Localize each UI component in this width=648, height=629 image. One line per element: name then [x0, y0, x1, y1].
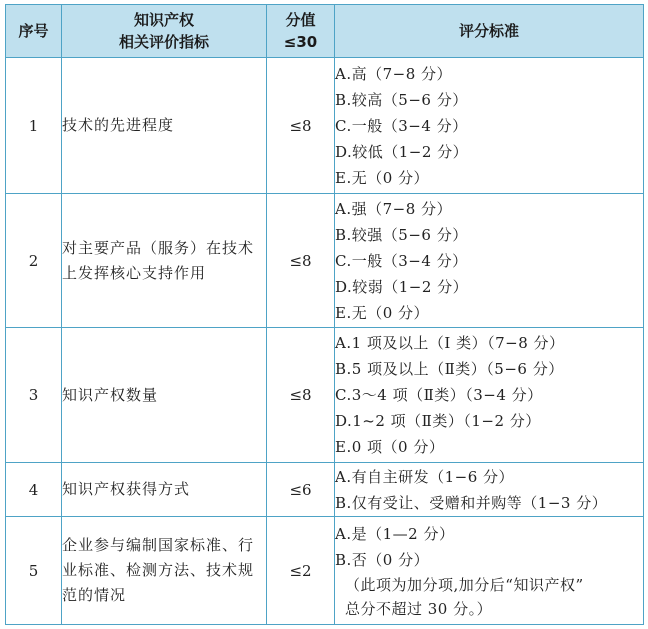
criteria-item: E.0 项（0 分）	[335, 438, 445, 456]
criteria-item: E.无（0 分）	[335, 168, 430, 187]
row-indicator: 对主要产品（服务）在技术上发挥核心支持作用	[62, 194, 267, 328]
header-criteria: 评分标准	[335, 5, 644, 58]
row-criteria	[335, 517, 644, 625]
row-number: 2	[6, 194, 62, 328]
table-row	[6, 328, 644, 463]
row-indicator: 技术的先进程度	[62, 58, 267, 194]
row-max-score: ≤2	[267, 517, 335, 625]
ip-evaluation-table	[5, 4, 644, 625]
row-max-score: ≤8	[267, 194, 335, 328]
header-indicator-line1: 知识产权	[133, 11, 194, 29]
criteria-item: C.一般（3−4 分）	[335, 251, 468, 270]
criteria-item: A.是（1—2 分）	[335, 524, 455, 543]
row-criteria	[335, 463, 644, 517]
criteria-item: D.较弱（1−2 分）	[335, 277, 469, 296]
row-number: 5	[6, 517, 62, 625]
criteria-item: A.1 项及以上（I 类）（7−8 分）	[335, 334, 565, 352]
row-criteria	[335, 328, 644, 463]
table-row	[6, 463, 644, 517]
row-indicator: 知识产权数量	[62, 328, 267, 463]
criteria-item: A.强（7−8 分）	[335, 199, 453, 218]
header-no: 序号	[6, 5, 62, 58]
header-score-line1: 分值	[285, 11, 316, 29]
criteria-item: B.5 项及以上（Ⅱ类）（5−6 分）	[335, 360, 564, 378]
criteria-item: A.有自主研发（1−6 分）	[335, 467, 515, 486]
criteria-note-line1: （此项为加分项,加分后“知识产权”	[345, 575, 584, 594]
row-number: 4	[6, 463, 62, 517]
row-max-score: ≤8	[267, 328, 335, 463]
table-row	[6, 194, 644, 328]
criteria-item: B.较高（5−6 分）	[335, 90, 468, 109]
row-number: 3	[6, 328, 62, 463]
criteria-item: C.3～4 项（Ⅱ类）（3−4 分）	[335, 386, 543, 404]
header-score	[267, 5, 335, 58]
header-row	[6, 5, 644, 58]
row-indicator: 企业参与编制国家标准、行业标准、检测方法、技术规范的情况	[62, 517, 267, 625]
criteria-item: B.仅有受让、受赠和并购等（1−3 分）	[335, 493, 608, 512]
criteria-item: A.高（7−8 分）	[335, 64, 453, 83]
criteria-item: D.1~2 项（Ⅱ类）（1−2 分）	[335, 412, 541, 430]
criteria-item: C.一般（3−4 分）	[335, 116, 468, 135]
row-max-score: ≤8	[267, 58, 335, 194]
row-number: 1	[6, 58, 62, 194]
header-score-line2: ≤30	[283, 33, 318, 51]
row-criteria	[335, 58, 644, 194]
criteria-item: D.较低（1−2 分）	[335, 142, 469, 161]
header-indicator-line2: 相关评价指标	[118, 33, 209, 51]
row-indicator: 知识产权获得方式	[62, 463, 267, 517]
table-row	[6, 58, 644, 194]
criteria-item: B.否（0 分）	[335, 550, 430, 569]
criteria-item: B.较强（5−6 分）	[335, 225, 468, 244]
table-row	[6, 517, 644, 625]
row-max-score: ≤6	[267, 463, 335, 517]
row-criteria	[335, 194, 644, 328]
criteria-item: E.无（0 分）	[335, 303, 430, 322]
header-indicator	[62, 5, 267, 58]
criteria-note-line2: 总分不超过 30 分。）	[345, 599, 493, 618]
